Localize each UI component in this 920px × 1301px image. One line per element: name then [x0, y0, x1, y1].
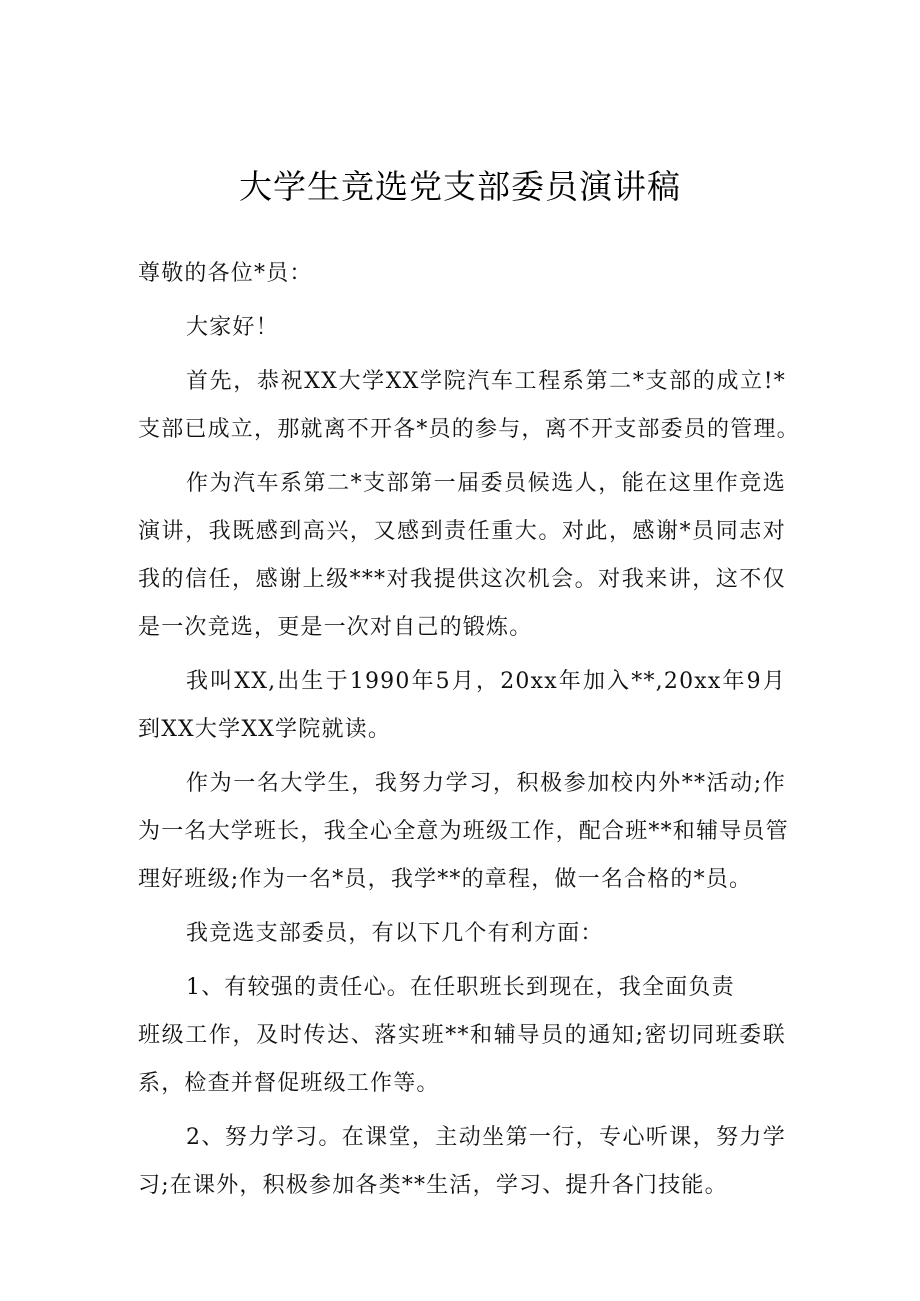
paragraph-line: 支部已成立，那就离不开各*员的参与，离不开支部委员的管理。 — [138, 417, 800, 442]
document-title: 大学生竞选党支部委员演讲稿 — [239, 167, 681, 206]
list-item-line: 班级工作，及时传达、落实班**和辅导员的通知;密切同班委联 — [138, 1023, 786, 1048]
paragraph-line: 是一次竞选，更是一次对自己的锻炼。 — [138, 615, 533, 640]
paragraph-line: 到XX大学XX学院就读。 — [138, 717, 392, 742]
greeting-line: 大家好！ — [186, 315, 279, 340]
paragraph-line: 我的信任，感谢上级***对我提供这次机会。对我来讲，这不仅 — [138, 567, 786, 592]
paragraph-line: 作为汽车系第二*支部第一届委员候选人，能在这里作竞选 — [186, 471, 786, 496]
list-item-line: 系，检查并督促班级工作等。 — [138, 1071, 440, 1096]
salutation-line: 尊敬的各位*员： — [138, 261, 313, 286]
paragraph-line: 理好班级;作为一名*员，我学**的章程，做一名合格的*员。 — [138, 867, 753, 892]
paragraph-line: 为一名大学班长，我全心全意为班级工作，配合班**和辅导员管 — [138, 819, 789, 844]
paragraph-line: 首先，恭祝XX大学XX学院汽车工程系第二*支部的成立!* — [186, 369, 786, 394]
list-item-line: 1、有较强的责任心。在任职班长到现在，我全面负责 — [186, 975, 735, 1000]
paragraph-line: 演讲，我既感到高兴，又感到责任重大。对此，感谢*员同志对 — [138, 519, 786, 544]
paragraph-line: 作为一名大学生，我努力学习，积极参加校内外**活动;作 — [186, 771, 786, 796]
list-item-line: 习;在课外，积极参加各类**生活，学习、提升各门技能。 — [138, 1173, 728, 1198]
paragraph-line: 我竞选支部委员，有以下几个有利方面： — [186, 921, 604, 946]
document-body — [138, 250, 800, 1210]
paragraph-line: 我叫XX,出生于1990年5月，20xx年加入**,20xx年9月 — [186, 669, 786, 694]
list-item-line: 2、努力学习。在课堂，主动坐第一行，专心听课，努力学 — [186, 1125, 786, 1150]
